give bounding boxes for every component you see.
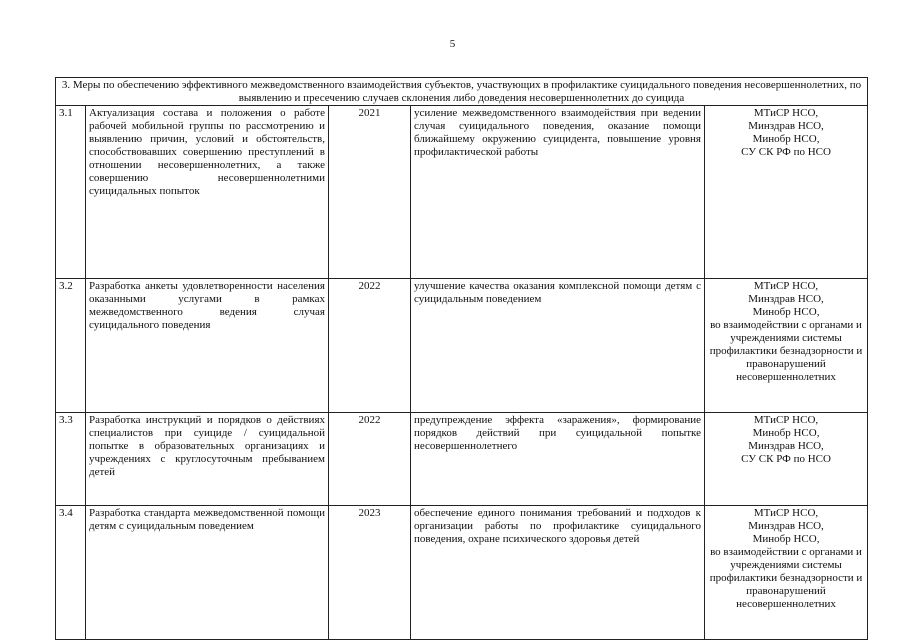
row-number: 3.1 bbox=[56, 106, 86, 279]
table-row bbox=[56, 506, 868, 640]
action-cell: Разработка анкеты удовлетворенности населения оказанными услугами в рамках межведомственного ведения случая суицидального поведения bbox=[86, 279, 329, 413]
result-cell: улучшение качества оказания комплексной помощи детям с суицидальным поведением bbox=[411, 279, 705, 413]
row-number: 3.3 bbox=[56, 413, 86, 506]
year-cell: 2023 bbox=[329, 506, 411, 640]
table-row bbox=[56, 106, 868, 279]
page-number: 5 bbox=[449, 38, 456, 50]
section-title: 3. Меры по обеспечению эффективного межведомственного взаимодействия субъектов, участвующих в профилактике суицидального поведения несовершеннолетних, по выявлению и пресечению случаев склонения либо доведения несовершеннолетних до суицида bbox=[56, 78, 868, 106]
responsible-cell: МТиСР НСО, Минобр НСО, Минздрав НСО, СУ СК РФ по НСО bbox=[705, 413, 868, 506]
action-cell: Актуализация состава и положения о работе рабочей мобильной группы по рассмотрению и выявлению причин, условий и обстоятельств, способствовавших совершению преступлений в отношении несовершеннолетних, а также совершению несовершеннолетними суицидальных попыток bbox=[86, 106, 329, 279]
table-row bbox=[56, 413, 868, 506]
responsible-cell: МТиСР НСО, Минздрав НСО, Минобр НСО, во взаимодействии с органами и учреждениями системы профилактики безнадзорности и правонарушений несовершеннолетних bbox=[705, 279, 868, 413]
year-cell: 2022 bbox=[329, 279, 411, 413]
year-cell: 2021 bbox=[329, 106, 411, 279]
section-header-row bbox=[56, 78, 868, 106]
action-cell: Разработка стандарта межведомственной помощи детям с суицидальным поведением bbox=[86, 506, 329, 640]
row-number: 3.4 bbox=[56, 506, 86, 640]
table-row bbox=[56, 279, 868, 413]
measures-table bbox=[55, 77, 868, 640]
responsible-cell: МТиСР НСО, Минздрав НСО, Минобр НСО, во взаимодействии с органами и учреждениями системы профилактики безнадзорности и правонарушений несовершеннолетних bbox=[705, 506, 868, 640]
year-cell: 2022 bbox=[329, 413, 411, 506]
result-cell: предупреждение эффекта «заражения», формирование порядков действий при суицидальной попытке несовершеннолетнего bbox=[411, 413, 705, 506]
row-number: 3.2 bbox=[56, 279, 86, 413]
action-cell: Разработка инструкций и порядков о действиях специалистов при суициде / суицидальной попытке в образовательных организациях и учреждениях с круглосуточным пребыванием детей bbox=[86, 413, 329, 506]
result-cell: усиление межведомственного взаимодействия при ведении случая суицидального поведения, оказание помощи ближайшему окружению суицидента, повышение уровня профилактической работы bbox=[411, 106, 705, 279]
responsible-cell: МТиСР НСО, Минздрав НСО, Минобр НСО, СУ СК РФ по НСО bbox=[705, 106, 868, 279]
result-cell: обеспечение единого понимания требований и подходов к организации работы по профилактике суицидального поведения, охране психического здоровья детей bbox=[411, 506, 705, 640]
